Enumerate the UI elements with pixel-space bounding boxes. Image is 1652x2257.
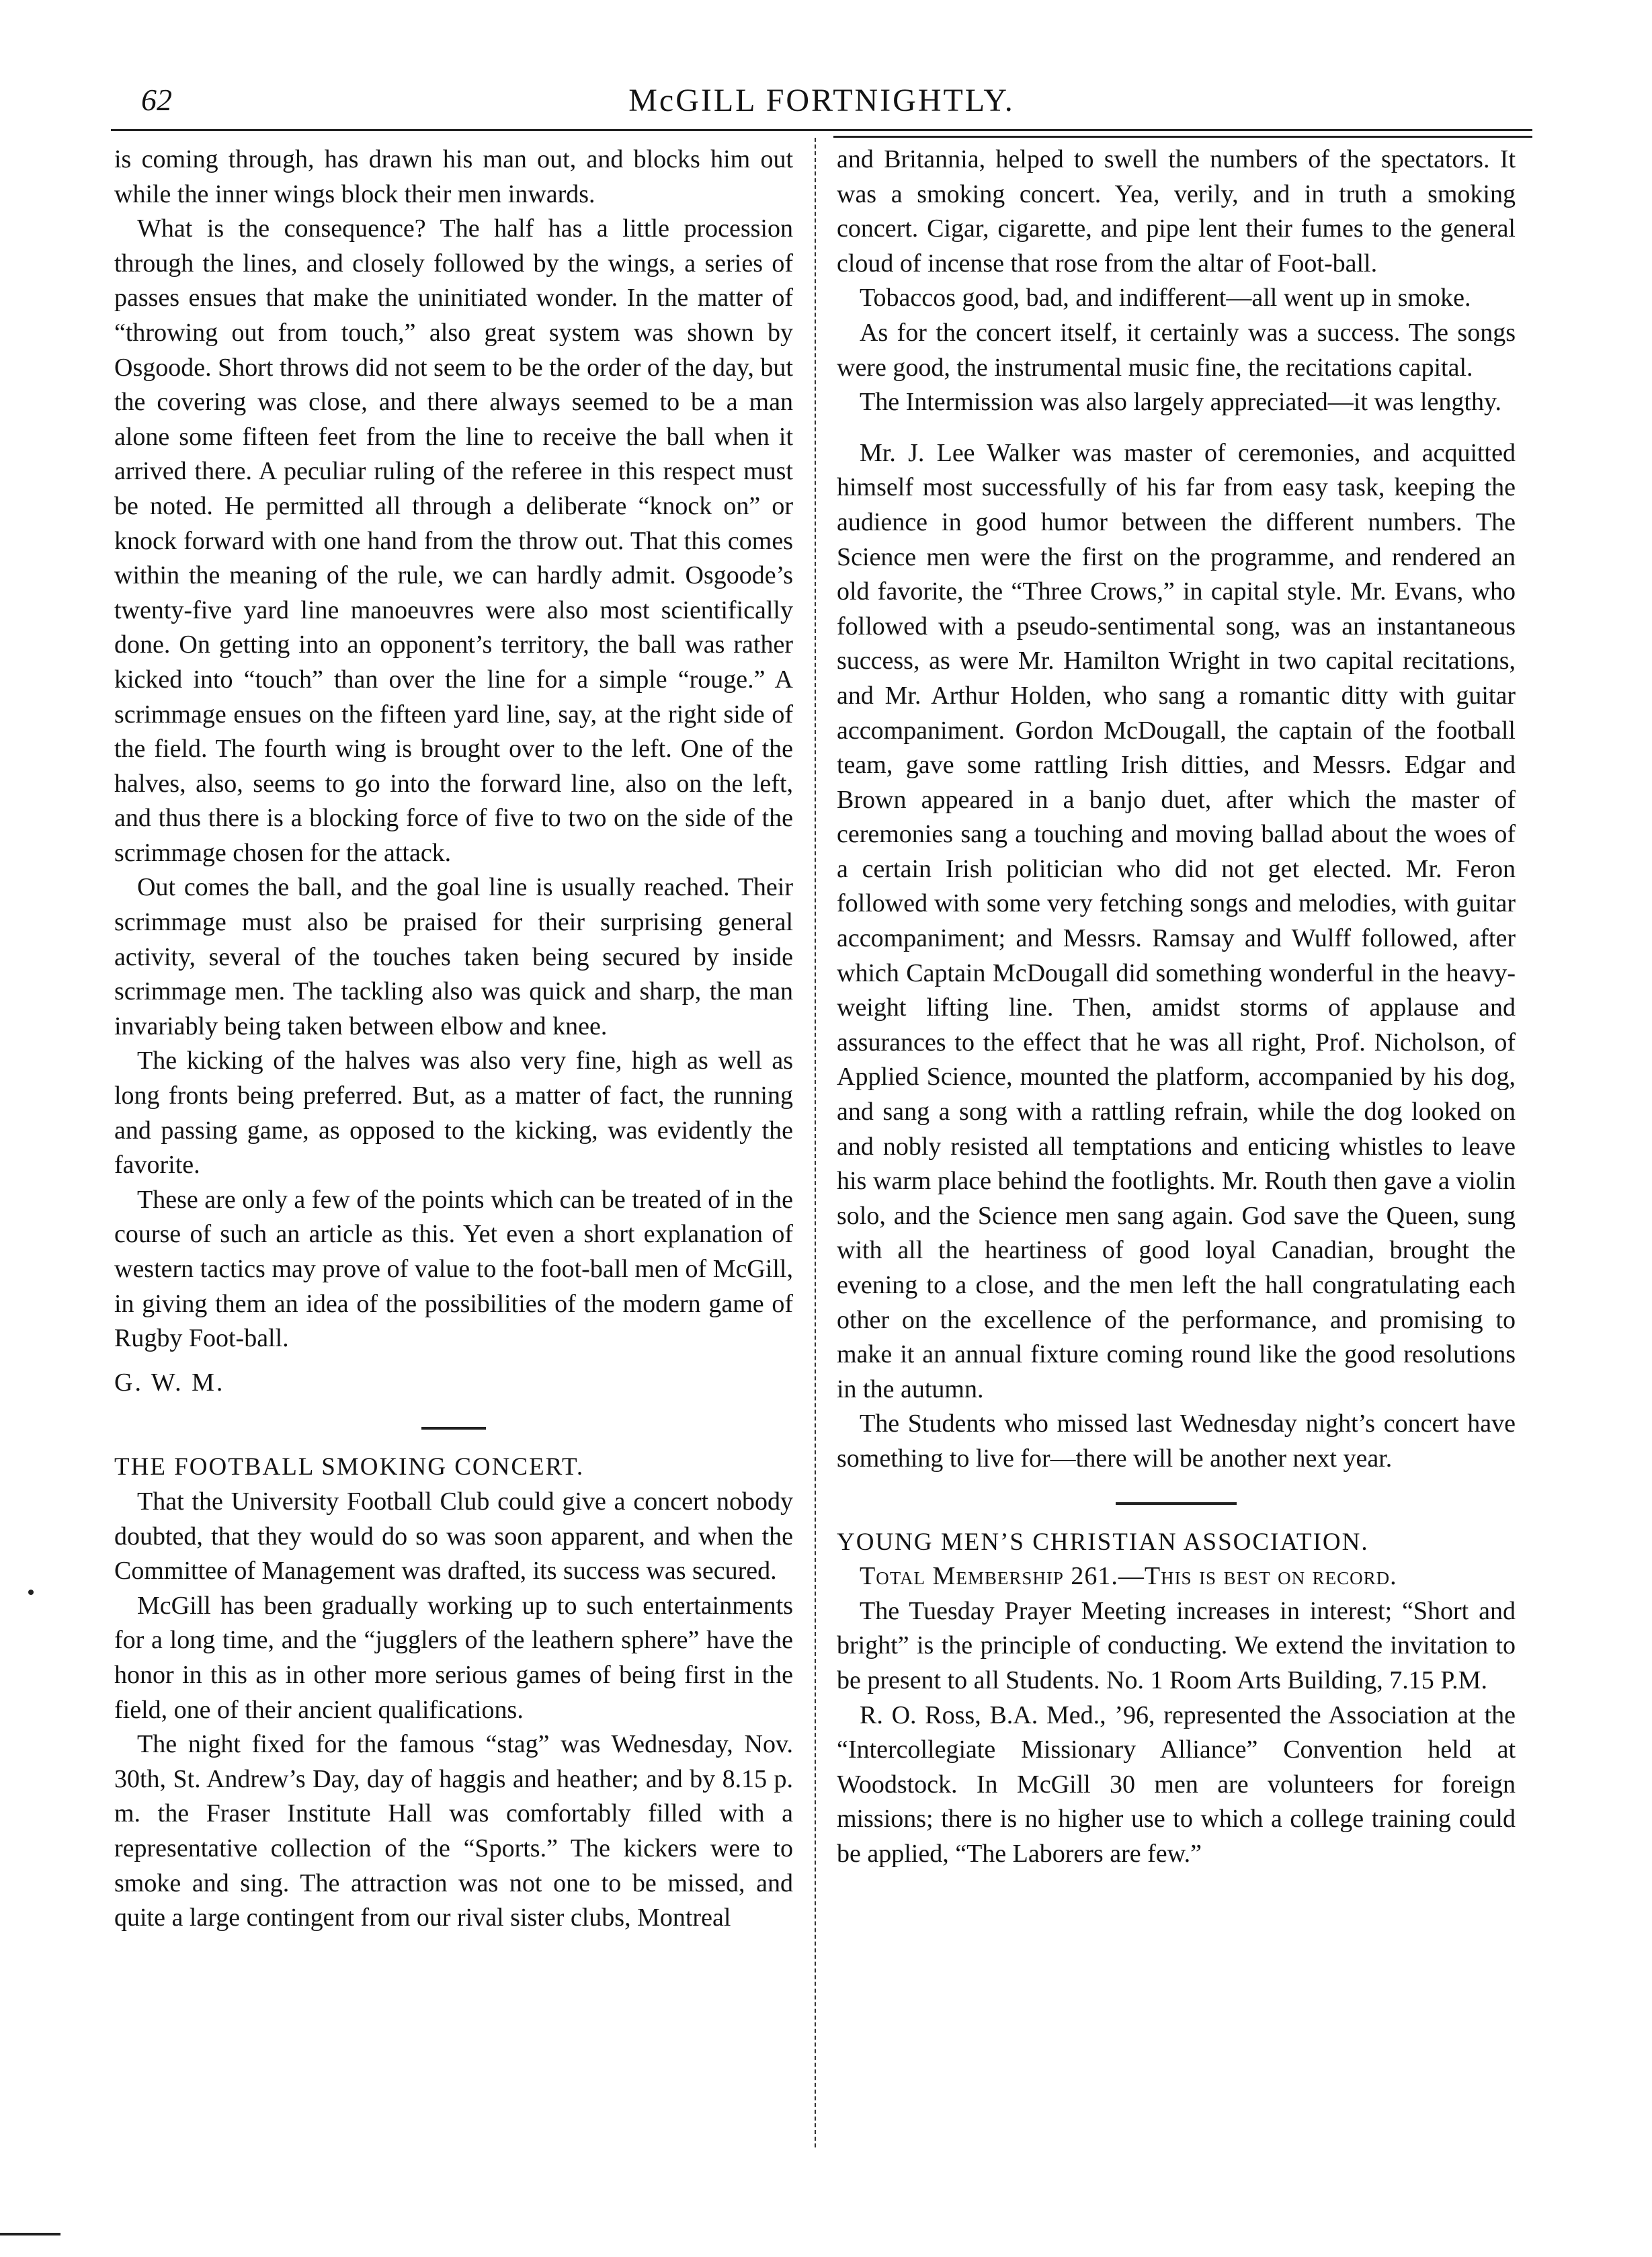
paragraph: As for the concert itself, it certainly was a success. The songs were good, the instrumental music fine, the recitations capital. bbox=[837, 318, 1516, 382]
paragraph: McGill has been gradually working up to such entertainments for a long time, and the “jugglers of the leathern sphere” have the honor in this as in other more serious games of being first in the field, one of their ancient qualifications. bbox=[114, 1591, 793, 1724]
paragraph: These are only a few of the points which can be treated of in the course of such an article as this. Yet even a short explanation of western tactics may prove of value to the foot-ball men of McGill, in giving them an idea of the possibilities of the modern game of Rugby Foot-ball. bbox=[114, 1185, 793, 1353]
header-rule-secondary bbox=[833, 136, 1532, 138]
page-header bbox=[111, 82, 1532, 129]
paragraph: That the University Football Club could give a concert nobody doubted, that they would do so was soon apparent, and when the Committee of Management was drafted, its success was secured. bbox=[114, 1487, 793, 1586]
paragraph: R. O. Ross, B.A. Med., ’96, represented the Association at the “Intercollegiate Missionary Alliance” Convention held at Woodstock. In McGill 30 men are volunteers for foreign missions; there is no higher use to which a college training could be applied, “The Laborers are few.” bbox=[837, 1700, 1516, 1868]
print-edge-mark bbox=[0, 2233, 60, 2235]
paragraph: The Intermission was also largely appreciated—it was lengthy. bbox=[860, 388, 1502, 417]
right-column bbox=[837, 142, 1516, 1872]
column-divider bbox=[815, 138, 816, 2147]
paragraph: The Tuesday Prayer Meeting increases in interest; “Short and bright” is the principle of conducting. We extend the invitation to be present to all Students. No. 1 Room Arts Building, 7.15 P.M. bbox=[837, 1596, 1516, 1694]
section-title: YOUNG MEN’S CHRISTIAN ASSOCIATION. bbox=[837, 1528, 1369, 1556]
paragraph: Out comes the ball, and the goal line is usually reached. Their scrimmage must also be praised for their surprising general activity, several of the touches taken being secured by inside scrimmage men. The tackling also was quick and sharp, the man invariably being taken between elbow and knee. bbox=[114, 873, 793, 1040]
section-title: THE FOOTBALL SMOKING CONCERT. bbox=[114, 1453, 585, 1481]
header-rule bbox=[111, 129, 1532, 131]
paragraph: The night fixed for the famous “stag” was Wednesday, Nov. 30th, St. Andrew’s Day, day of haggis and heather; and by 8.15 p. m. the Fraser Institute Hall was comfortably filled with a representative collection of the “Sports.” The kickers were to smoke and sing. The attraction was not one to be missed, and quite a large contingent from our rival sister clubs, Montreal bbox=[114, 1730, 793, 1932]
section-separator bbox=[421, 1427, 486, 1430]
print-speck bbox=[28, 1590, 34, 1595]
paragraph: The kicking of the halves was also very fine, high as well as long fronts being preferred. But, as a matter of fact, the running and passing game, as opposed to the kicking, was evidently the favorite. bbox=[114, 1047, 793, 1180]
paragraph: and Britannia, helped to swell the numbers of the spectators. It was a smoking concert. Yea, verily, and in truth a smoking concert. Cigar, cigarette, and pipe lent their fumes to the general cloud of incense that rose from the altar of Foot-ball. bbox=[837, 145, 1516, 278]
paragraph: The Students who missed last Wednesday night’s concert have something to live for—there will be another next year. bbox=[837, 1409, 1516, 1473]
page-number: 62 bbox=[141, 83, 172, 117]
paragraph: is coming through, has drawn his man out, and blocks him out while the inner wings block their men inwards. bbox=[114, 145, 793, 208]
left-column bbox=[114, 142, 793, 1936]
article-signature: G. W. M. bbox=[114, 1368, 225, 1397]
journal-title: McGILL FORTNIGHTLY. bbox=[628, 83, 1015, 118]
paragraph: Tobaccos good, bad, and indifferent—all went up in smoke. bbox=[860, 284, 1471, 313]
paragraph: Total Membership 261.—This is best on record. bbox=[860, 1562, 1397, 1591]
paragraph: Mr. J. Lee Walker was master of ceremonies, and acquitted himself most successfully of his far from easy task, keeping the audience in good humor between the different numbers. The Science men were the first on the programme, and rendered an old favorite, the “Three Crows,” in capital style. Mr. Evans, who followed with a pseudo-sentimental song, was an instantaneous success, as were Mr. Hamilton Wright in two capital recitations, and Mr. Arthur Holden, who sang a romantic ditty with guitar accompaniment. Gordon McDougall, the captain of the football team, gave some rattling Irish ditties, and Messrs. Edgar and Brown appeared in a banjo duet, after which the master of ceremonies sang a touching and moving ballad about the woes of a certain Irish politician who did not get elected. Mr. Feron followed with some very fetching songs and melodies, with guitar accompaniment; and Messrs. Ramsay and Wulff followed, after which Captain McDougall did something wonderful in the heavy-weight lifting line. Then, amidst storms of applause and assurances to the effect that he was all right, Prof. Nicholson, of Applied Science, mounted the platform, accompanied by his dog, and sang a song with a rattling refrain, while the dog looked on and nobly resisted all temptations and enticing whistles to leave his warm place behind the footlights. Mr. Routh then gave a violin solo, and the Science men sang again. God save the Queen, sung with all the heartiness of good loyal Canadian, brought the evening to a close, and the men left the hall congratulating each other on the excellence of the performance, and promising to make it an annual fixture coming round like the good resolutions in the autumn. bbox=[837, 438, 1516, 1403]
paragraph: What is the consequence? The half has a little procession through the lines, and closely followed by the wings, a series of passes ensues that make the uninitiated wonder. In the matter of “throwing out from touch,” also great system was shown by Osgoode. Short throws did not seem to be the order of the day, but the covering was close, and there always seemed to be a man alone some fifteen feet from the line to receive the ball when it arrived there. A peculiar ruling of the referee in this respect must be noted. He permitted all through a deliberate “knock on” or knock forward with one hand from the throw out. That this comes within the meaning of the rule, we can hardly admit. Osgoode’s twenty-five yard line manoeuvres were also most scientifically done. On getting into an opponent’s territory, the ball was rather kicked into “touch” than over the line for a simple “rouge.” A scrimmage ensues on the fifteen yard line, say, at the right side of the field. The fourth wing is brought over to the left. One of the halves, also, seems to go into the forward line, also on the left, and thus there is a blocking force of five to two on the side of the scrimmage chosen for the attack. bbox=[114, 214, 793, 867]
section-separator bbox=[1116, 1502, 1237, 1505]
